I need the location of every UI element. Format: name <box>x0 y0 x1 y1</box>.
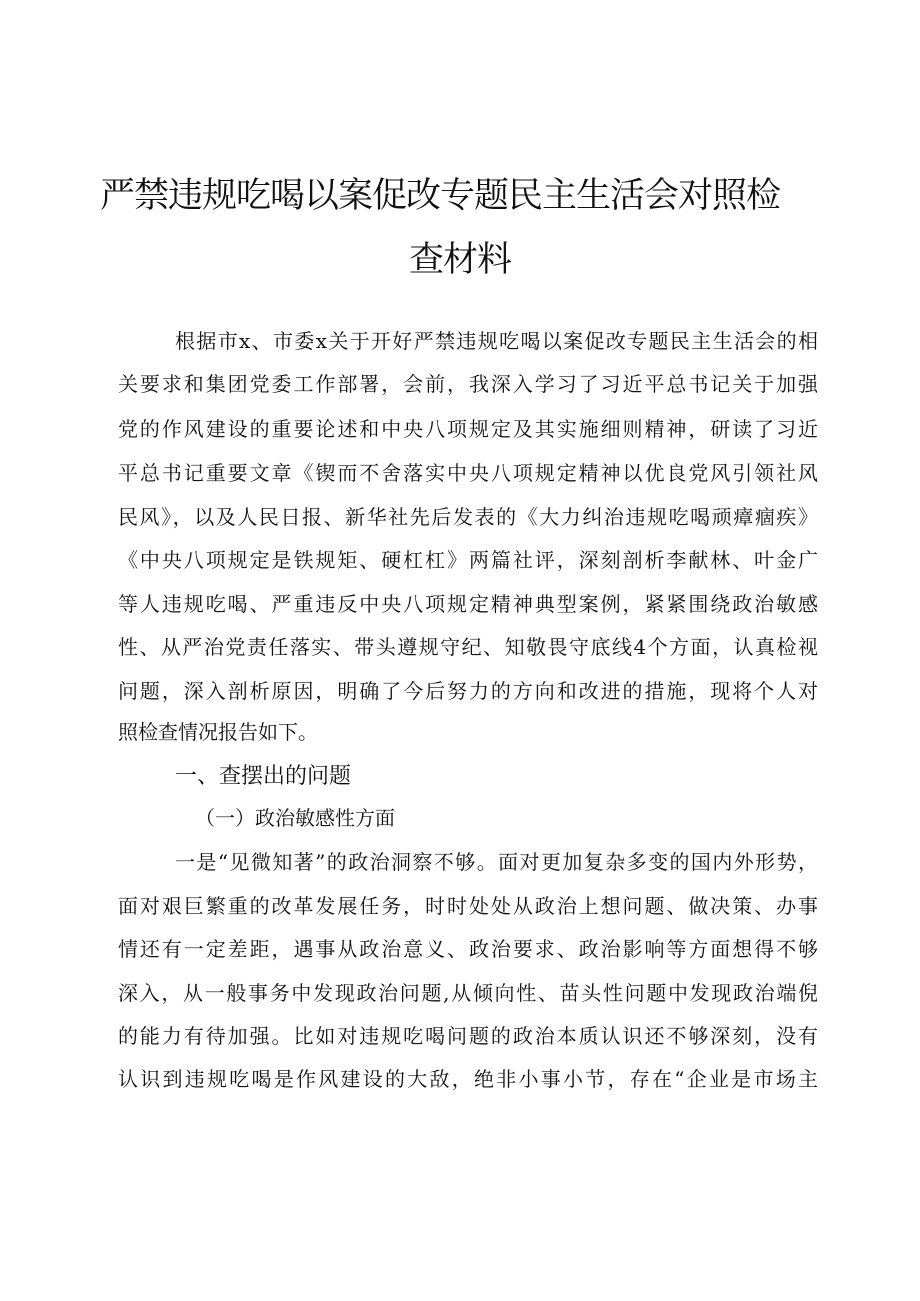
body-line-3: 情还有一定差距，遇事从政治意义、政治要求、政治影响等方面想得不够 <box>118 937 818 961</box>
body-line-5: 的能力有待加强。比如对违规吃喝问题的政治本质认识还不够深刻，没有 <box>118 1024 818 1048</box>
intro-line-1: 根据市x、市委x关于开好严禁违规吃喝以案促改专题民主生活会的相 <box>175 329 818 353</box>
intro-line-2: 关要求和集团党委工作部署，会前，我深入学习了习近平总书记关于加强 <box>118 372 818 396</box>
intro-line-6: 《中央八项规定是铁规矩、硬杠杠》两篇社评，深刻剖析李献林、叶金广 <box>118 548 818 572</box>
section-heading-1: 一、查摆出的问题 <box>175 764 352 789</box>
intro-line-8: 性、从严治党责任落实、带头遵规守纪、知敬畏守底线4个方面，认真检视 <box>118 635 818 659</box>
document-title-line-2: 查材料 <box>408 240 511 280</box>
body-line-4: 深入，从一般事务中发现政治问题,从倾向性、苗头性问题中发现政治端倪 <box>118 981 818 1005</box>
body-line-6: 认识到违规吃喝是作风建设的大敌，绝非小事小节，存在“企业是市场主 <box>118 1067 818 1091</box>
intro-line-3: 党的作风建设的重要论述和中央八项规定及其实施细则精神，研读了习近 <box>118 417 818 441</box>
document-title-line-1: 严禁违规吃喝以案促改专题民主生活会对照检 <box>99 176 780 216</box>
intro-line-7: 等人违规吃喝、严重违反中央八项规定精神典型案例，紧紧围绕政治敏感 <box>118 592 818 616</box>
intro-line-9: 问题，深入剖析原因，明确了今后努力的方向和改进的措施，现将个人对 <box>118 679 818 703</box>
subsection-heading-1: （一）政治敏感性方面 <box>195 806 395 830</box>
intro-line-4: 平总书记重要文章《锲而不舍落实中央八项规定精神以优良党风引领社风 <box>118 461 818 485</box>
body-line-1: 一是“见微知著”的政治洞察不够。面对更加复杂多变的国内外形势， <box>175 850 818 874</box>
intro-line-5: 民风》，以及人民日报、新华社先后发表的《大力纠治违规吃喝顽瘴痼疾》 <box>118 505 818 529</box>
intro-line-10: 照检查情况报告如下。 <box>118 720 318 744</box>
body-line-2: 面对艰巨繁重的改革发展任务，时时处处从政治上想问题、做决策、办事 <box>118 894 818 918</box>
